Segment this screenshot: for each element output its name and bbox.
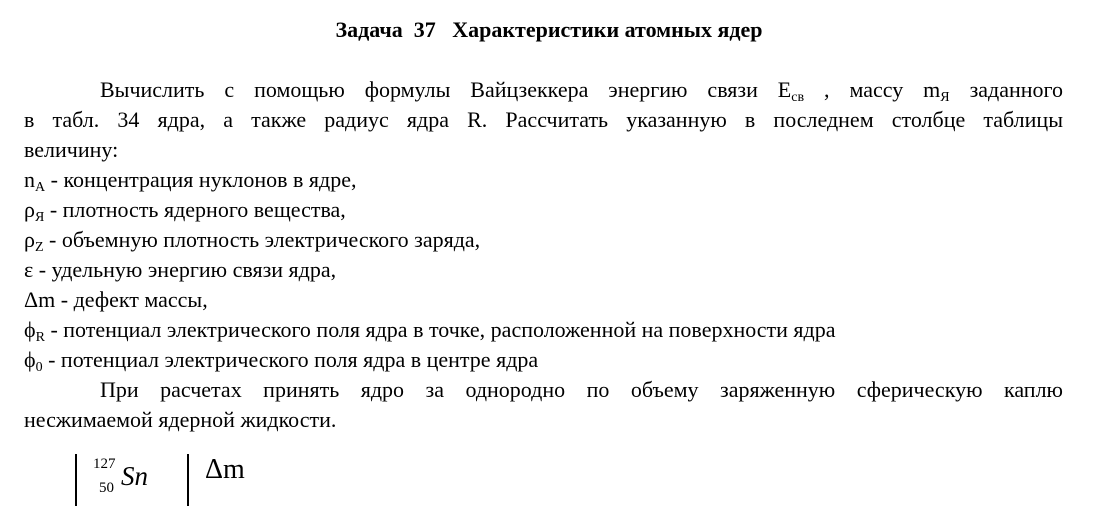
task-table: [75, 450, 375, 510]
mass-number: 127: [93, 456, 116, 472]
definition-text: - концентрация нуклонов в ядре,: [45, 167, 357, 192]
nucleus-mass-subscript: Я: [940, 90, 950, 105]
definition-item: [24, 255, 336, 285]
conclusion-line-2: несжимаемой ядерной жидкости.: [24, 407, 337, 432]
intro-line-1: [100, 75, 1063, 105]
conclusion-line-1: При расчетах принять ядро за однородно по объему заряженную сферическую каплю: [100, 377, 1063, 402]
requested-quantity: Δm: [205, 454, 245, 485]
definition-symbol: Δm: [24, 287, 56, 312]
definition-item: [24, 225, 480, 255]
definition-subscript: 0: [35, 360, 43, 375]
table-column-divider: [187, 454, 189, 506]
intro-line-3: величину:: [24, 137, 119, 162]
intro-text-1a: Вычислить с помощью формулы Вайцзеккера энергию связи E: [100, 77, 792, 102]
definition-symbol: ρ: [24, 197, 35, 222]
definition-text: - потенциал электрического поля ядра в точке, расположенной на поверхности ядра: [44, 317, 836, 342]
intro-text-1b: , массу m: [804, 77, 941, 102]
definition-item: [24, 315, 836, 345]
definition-item: [24, 285, 208, 315]
table-border-left: [75, 454, 77, 506]
definition-symbol: ε: [24, 257, 34, 282]
atomic-number: 50: [99, 480, 114, 496]
definition-item: [24, 165, 357, 195]
definition-symbol: n: [24, 167, 35, 192]
definition-symbol: ρ: [24, 227, 35, 252]
definition-subscript: A: [35, 180, 46, 195]
nuclide-cell: [93, 454, 173, 504]
definition-text: - потенциал электрического поля ядра в центре ядра: [42, 347, 539, 372]
definition-symbol: ϕ: [24, 317, 36, 342]
page-title: Задача 37 Характеристики атомных ядер: [335, 17, 763, 42]
definition-text: - дефект массы,: [55, 287, 208, 312]
definition-text: - плотность ядерного вещества,: [44, 197, 346, 222]
intro-text-1c: заданного: [949, 77, 1064, 102]
definition-symbol: ϕ: [24, 347, 36, 372]
intro-line-2: в табл. 34 ядра, а также радиус ядра R. Рассчитать указанную в последнем столбце таблицы: [24, 107, 1063, 132]
definition-subscript: R: [35, 330, 45, 345]
definition-subscript: Z: [34, 240, 44, 255]
definition-text: - удельную энергию связи ядра,: [33, 257, 337, 282]
definition-item: [24, 195, 346, 225]
definition-subscript: Я: [34, 210, 45, 225]
definition-item: [24, 345, 538, 375]
element-symbol: Sn: [121, 461, 148, 491]
binding-energy-subscript: св: [791, 90, 805, 105]
definition-text: - объемную плотность электрического заряда,: [43, 227, 481, 252]
